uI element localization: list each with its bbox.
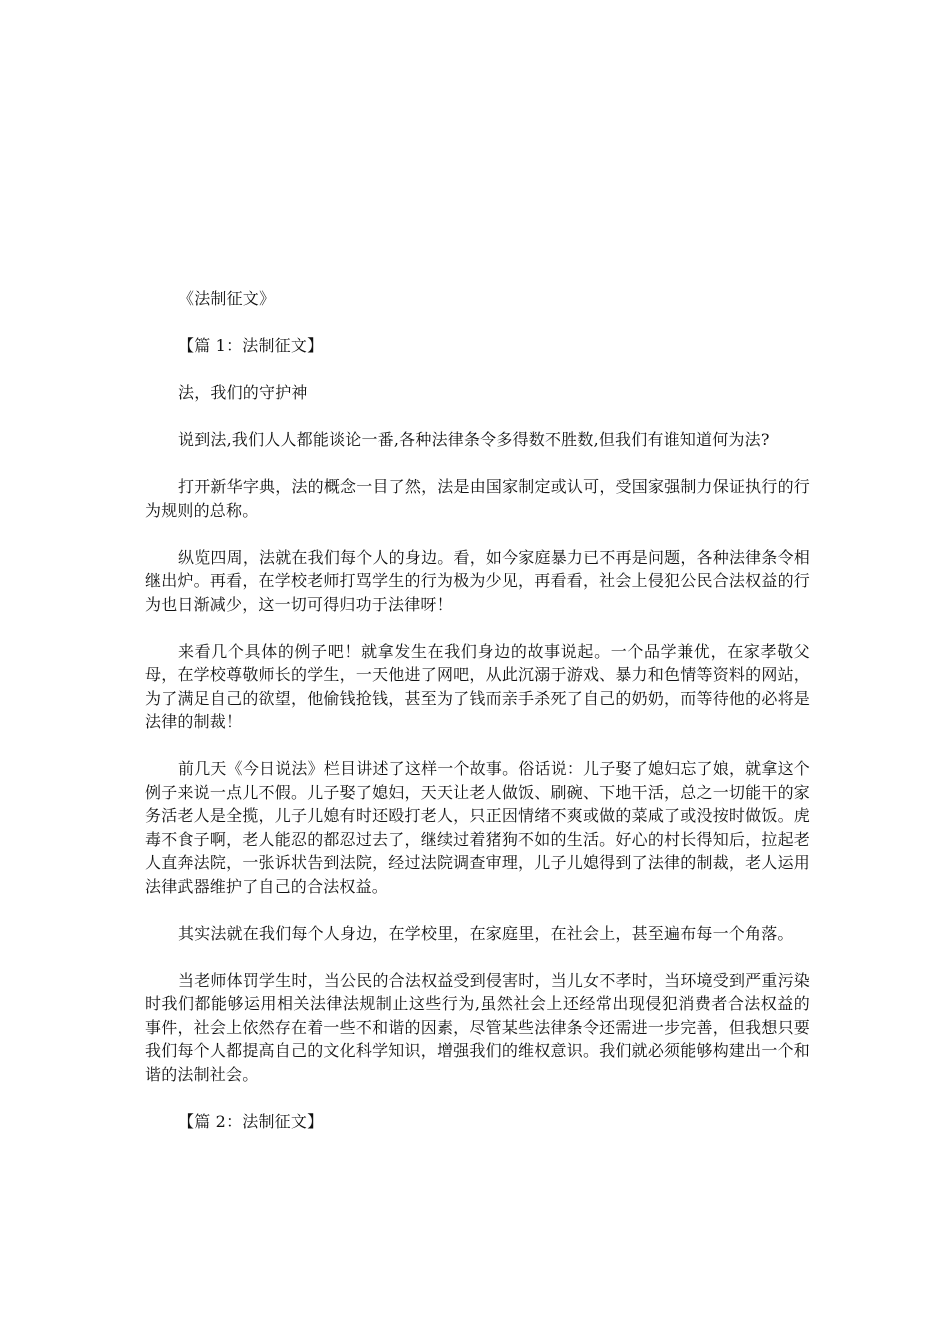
essay-subtitle: 法，我们的守护神 (178, 383, 308, 402)
paragraph-3: 纵览四周，法就在我们每个人的身边。看，如今家庭暴力已不再是问题，各种法律条令相继出炉。再看，在学校老师打骂学生的行为极为少见，再看看，社会上侵犯公民合法权益的行为也日渐减少，这一切可得归功于法律呀！ (145, 547, 810, 614)
paragraph-7: 当老师体罚学生时，当公民的合法权益受到侵害时，当儿女不孝时，当环境受到严重污染时我们都能够运用相关法律法规制止这些行为,虽然社会上还经常出现侵犯消费者合法权益的事件，社会上依然存在着一些不和谐的因素，尽管某些法律条令还需进一步完善，但我想只要我们每个人都提高自己的文化科学知识，增强我们的维权意识。我们就必须能够构建出一个和谐的法制社会。 (145, 970, 810, 1084)
section-2-heading: 【篇 2：法制征文】 (178, 1111, 324, 1131)
paragraph-6: 其实法就在我们每个人身边，在学校里，在家庭里，在社会上，甚至遍布每一个角落。 (178, 923, 794, 943)
document-title: 《法制征文》 (178, 289, 276, 308)
paragraph-2: 打开新华字典，法的概念一目了然，法是由国家制定或认可，受国家强制力保证执行的行为规则的总称。 (145, 477, 810, 520)
section-1-heading: 【篇 1：法制征文】 (178, 336, 324, 355)
paragraph-1: 说到法,我们人人都能谈论一番,各种法律条令多得数不胜数,但我们有谁知道何为法? (178, 430, 770, 449)
paragraph-5: 前几天《今日说法》栏目讲述了这样一个故事。俗话说：儿子娶了媳妇忘了娘，就拿这个例子来说一点儿不假。儿子娶了媳妇，天天让老人做饭、刷碗、下地干活，总之一切能干的家务活老人是全揽，儿子儿媳有时还殴打老人，只正因情绪不爽或做的菜咸了或没按时做饭。虎毒不食子啊，老人能忍的都忍过去了，继续过着猪狗不如的生活。好心的村长得知后，拉起老人直奔法院，一张诉状告到法院，经过法院调查审理，儿子儿媳得到了法律的制裁，老人运用法律武器维护了自己的合法权益。 (145, 759, 810, 896)
document-body (145, 287, 810, 1133)
paragraph-4: 来看几个具体的例子吧！就拿发生在我们身边的故事说起。一个品学兼优，在家孝敬父母，在学校尊敬师长的学生，一天他进了网吧，从此沉溺于游戏、暴力和色情等资料的网站，为了满足自己的欲望，他偷钱抢钱，甚至为了钱而亲手杀死了自己的奶奶，而等待他的必将是法律的制裁！ (145, 641, 810, 731)
